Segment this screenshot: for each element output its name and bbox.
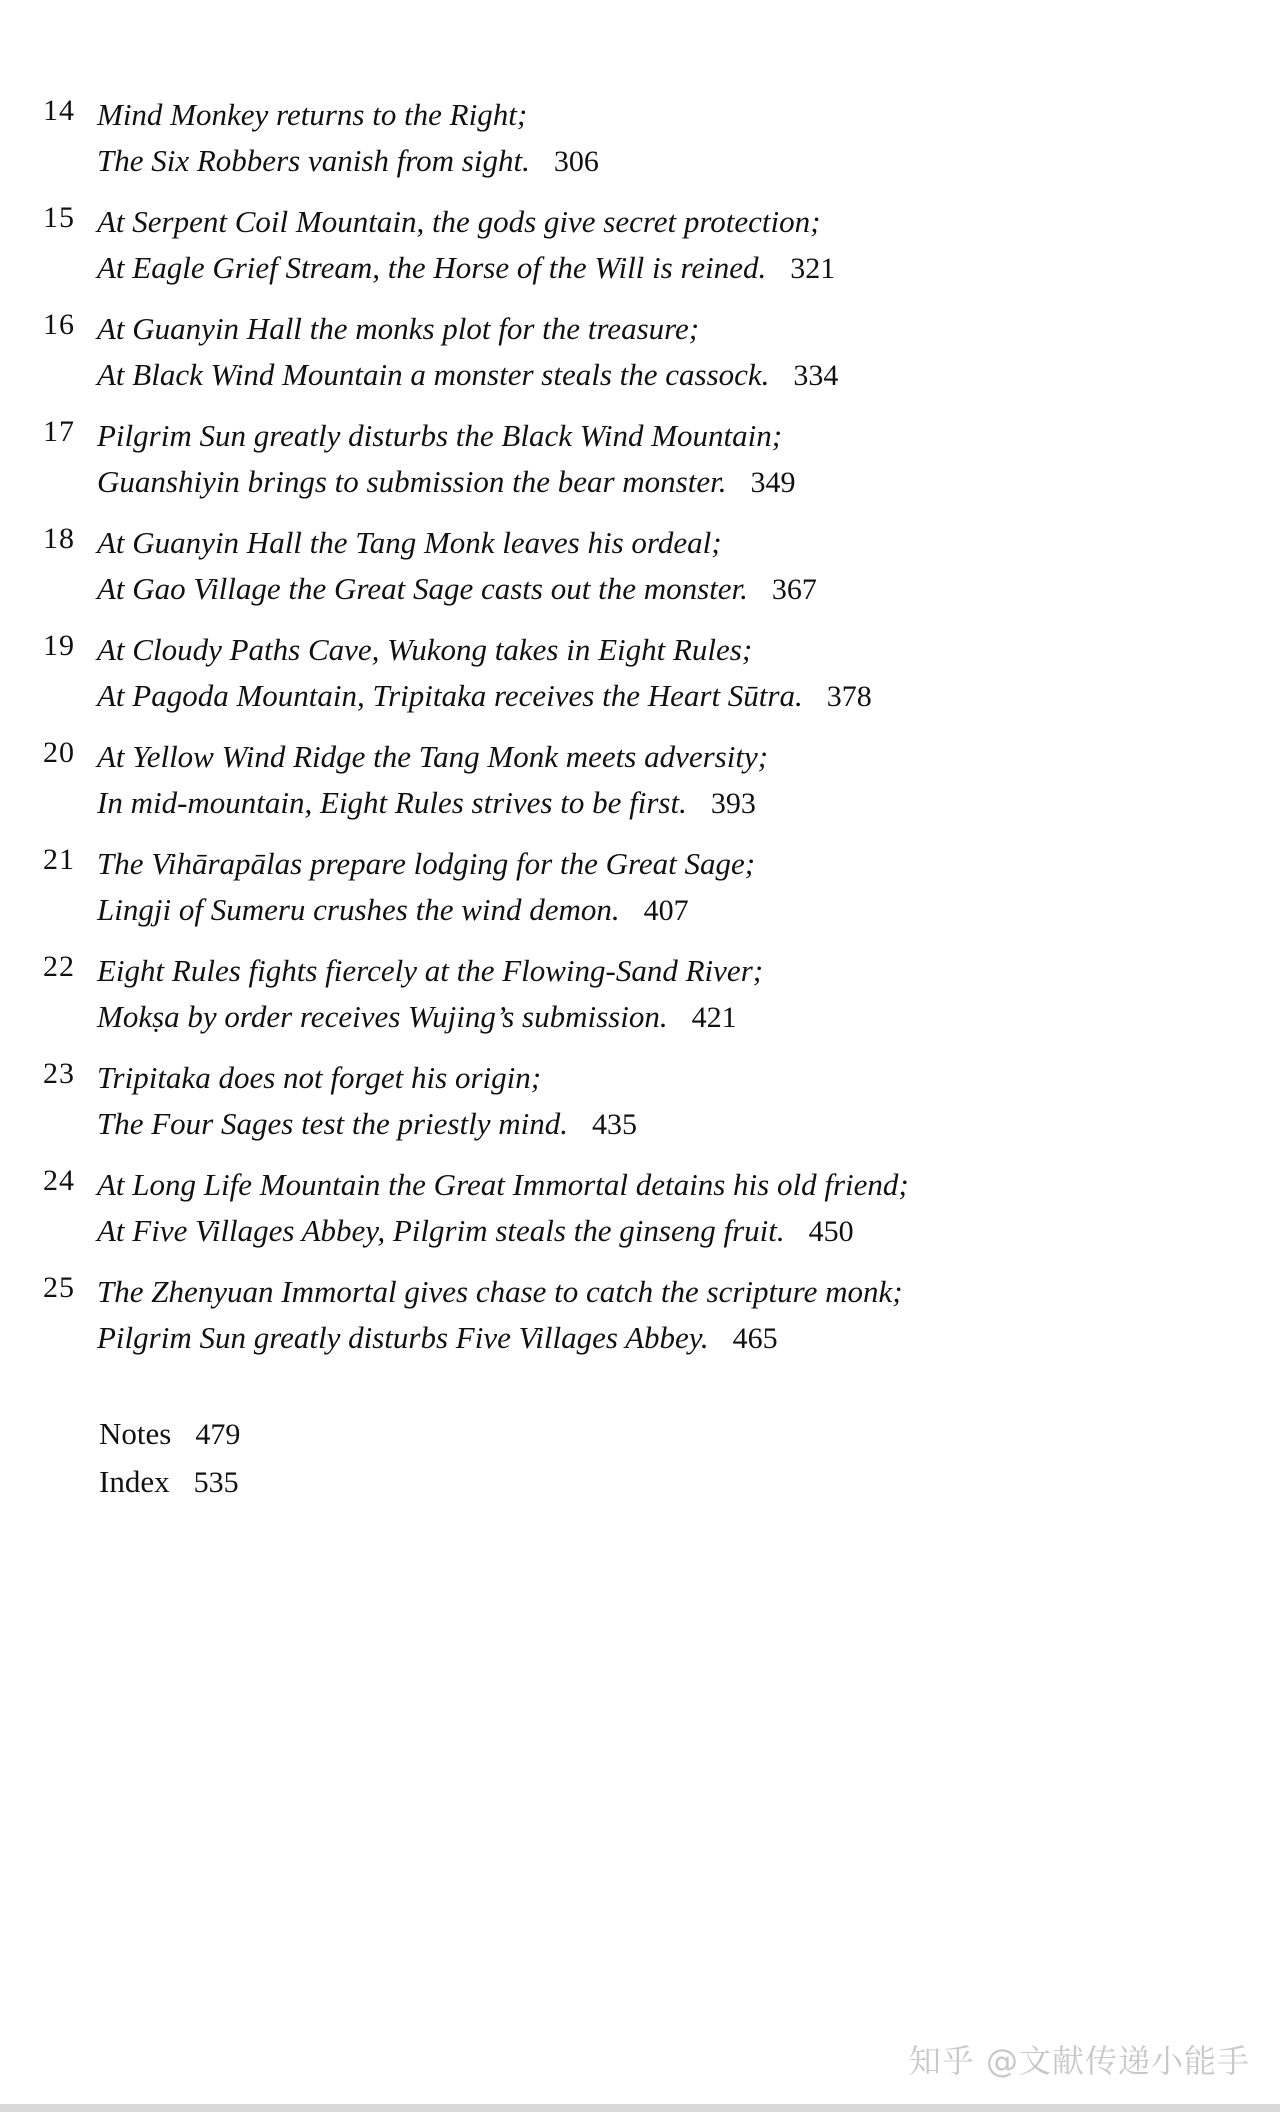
toc-entry-19 (40, 627, 1220, 734)
chapter-number: 24 (43, 1164, 75, 1197)
chapter-title-line1: Pilgrim Sun greatly disturbs the Black Wind Mountain; (97, 418, 783, 453)
chapter-number: 15 (43, 201, 75, 234)
backmatter-notes (99, 1410, 240, 1458)
chapter-title-line1: Eight Rules fights fiercely at the Flowing-Sand River; (97, 953, 764, 988)
chapter-title-line2: At Black Wind Mountain a monster steals the cassock. (97, 357, 770, 392)
chapter-number: 17 (43, 415, 75, 448)
chapter-number: 19 (43, 629, 75, 662)
backmatter-list (99, 1410, 240, 1506)
chapter-title-line2: Lingji of Sumeru crushes the wind demon. (97, 892, 620, 927)
chapter-title-line1: At Guanyin Hall the monks plot for the treasure; (97, 311, 700, 346)
chapter-number: 21 (43, 843, 75, 876)
toc-entry-24 (40, 1162, 1220, 1269)
page-number: 321 (790, 252, 836, 285)
chapter-title-line2: At Five Villages Abbey, Pilgrim steals the ginseng fruit. (97, 1213, 785, 1248)
chapter-title-line2: Guanshiyin brings to submission the bear monster. (97, 464, 727, 499)
chapter-title-line1: At Long Life Mountain the Great Immortal detains his old friend; (97, 1167, 909, 1202)
chapter-number: 23 (43, 1057, 75, 1090)
page-number: 367 (771, 573, 817, 606)
page-number: 378 (826, 680, 872, 713)
page-number: 421 (691, 1001, 737, 1034)
page-number: 435 (591, 1108, 637, 1141)
toc-entry-23 (40, 1055, 1220, 1162)
chapter-title-line2: The Six Robbers vanish from sight. (97, 143, 530, 178)
watermark-text: 知乎 @文献传递小能手 (908, 2042, 1250, 2080)
chapter-title-line1: The Zhenyuan Immortal gives chase to catch the scripture monk; (97, 1274, 903, 1309)
toc-entry-20 (40, 734, 1220, 841)
toc-entry-21 (40, 841, 1220, 948)
page-number: 407 (643, 894, 689, 927)
page-number: 450 (808, 1215, 854, 1248)
chapter-title-line1: Mind Monkey returns to the Right; (97, 97, 528, 132)
chapter-title-line2: In mid-mountain, Eight Rules strives to be first. (97, 785, 687, 820)
page-number: 334 (793, 359, 839, 392)
chapter-title-line1: At Yellow Wind Ridge the Tang Monk meets adversity; (97, 739, 769, 774)
chapter-title-line1: At Guanyin Hall the Tang Monk leaves his ordeal; (97, 525, 722, 560)
page-number: 306 (553, 145, 599, 178)
toc-entry-25 (40, 1269, 1220, 1376)
toc-entry-14 (40, 92, 1220, 199)
page-number: 393 (710, 787, 756, 820)
chapter-title-line2: Mokṣa by order receives Wujing’s submission. (97, 999, 668, 1034)
chapter-title-line1: The Vihārapālas prepare lodging for the Great Sage; (97, 846, 756, 881)
chapter-title-line2: Pilgrim Sun greatly disturbs Five Villages Abbey. (97, 1320, 709, 1355)
toc-entry-15 (40, 199, 1220, 306)
chapter-title-line2: At Gao Village the Great Sage casts out the monster. (97, 571, 748, 606)
chapter-number: 25 (43, 1271, 75, 1304)
chapter-title-line2: At Eagle Grief Stream, the Horse of the Will is reined. (97, 250, 767, 285)
toc-entry-17 (40, 413, 1220, 520)
chapter-number: 22 (43, 950, 75, 983)
chapter-number: 18 (43, 522, 75, 555)
chapter-title-line2: At Pagoda Mountain, Tripitaka receives the Heart Sūtra. (97, 678, 803, 713)
backmatter-label: Index (99, 1464, 170, 1499)
chapter-title-line1: Tripitaka does not forget his origin; (97, 1060, 542, 1095)
page-number: 479 (195, 1418, 241, 1451)
chapter-number: 20 (43, 736, 75, 769)
bottom-border (0, 2104, 1280, 2112)
toc-entry-16 (40, 306, 1220, 413)
chapter-number: 16 (43, 308, 75, 341)
backmatter-index (99, 1458, 240, 1506)
chapter-number: 14 (43, 94, 75, 127)
toc-entry-22 (40, 948, 1220, 1055)
toc-entry-18 (40, 520, 1220, 627)
page-number: 465 (732, 1322, 778, 1355)
page-number: 535 (193, 1466, 239, 1499)
chapter-title-line1: At Cloudy Paths Cave, Wukong takes in Eight Rules; (97, 632, 753, 667)
page-number: 349 (750, 466, 796, 499)
backmatter-label: Notes (99, 1416, 172, 1451)
chapter-title-line1: At Serpent Coil Mountain, the gods give secret protection; (97, 204, 821, 239)
table-of-contents (40, 92, 1220, 1376)
chapter-title-line2: The Four Sages test the priestly mind. (97, 1106, 568, 1141)
